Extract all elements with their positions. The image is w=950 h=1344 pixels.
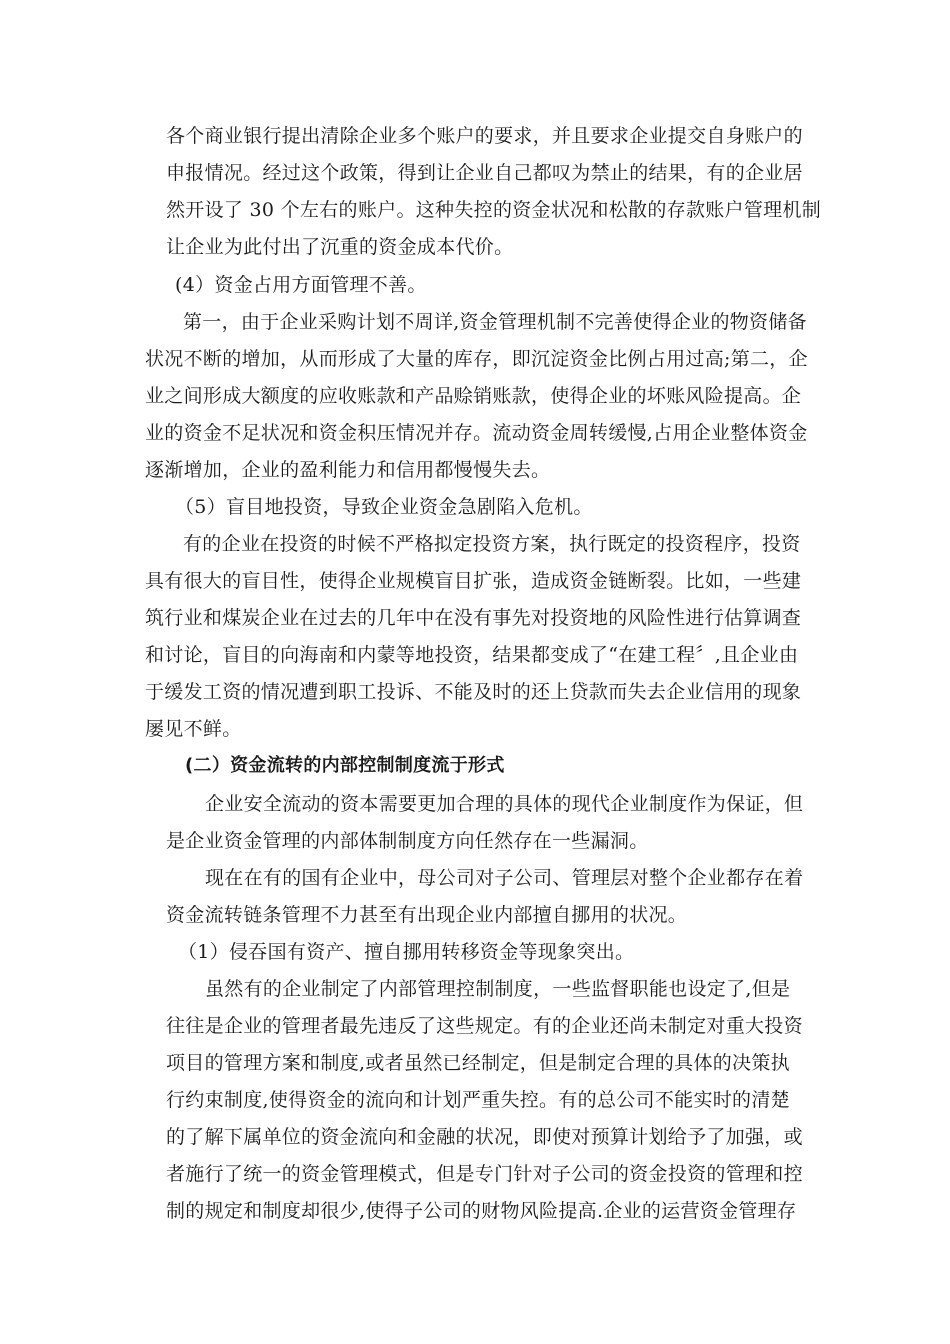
text-line: 行约束制度,使得资金的流向和计划严重失控。有的总公司不能实时的清楚 xyxy=(166,1089,790,1111)
text-line: 各个商业银行提出清除企业多个账户的要求，并且要求企业提交自身账户的 xyxy=(166,125,803,147)
text-line: 申报情况。经过这个政策，得到让企业自己都叹为禁止的结果，有的企业居 xyxy=(166,162,803,184)
item-5-title: （5）盲目地投资，导致企业资金急剧陷入危机。 xyxy=(175,496,593,518)
text-line: 者施行了统一的资金管理模式，但是专门针对子公司的资金投资的管理和控 xyxy=(166,1163,803,1185)
text-line: 是企业资金管理的内部体制制度方向任然存在一些漏洞。 xyxy=(166,830,649,852)
text-line: 制的规定和制度却很少,使得子公司的财物风险提高.企业的运营资金管理存 xyxy=(166,1200,797,1222)
text-line: 的了解下属单位的资金流向和金融的状况，即使对预算计划给予了加强，或 xyxy=(166,1126,803,1148)
text-line: 具有很大的盲目性，使得企业规模盲目扩张，造成资金链断裂。比如，一些建 xyxy=(145,570,802,592)
text-line: 和讨论，盲目的向海南和内蒙等地投资，结果都变成了“在建工程〞,且企业由 xyxy=(145,644,799,666)
text-line: 筑行业和煤炭企业在过去的几年中在没有事先对投资地的风险性进行估算调查 xyxy=(145,607,802,629)
text-line: 屡见不鲜。 xyxy=(145,718,242,740)
text-line: 资金流转链条管理不力甚至有出现企业内部擅自挪用的状况。 xyxy=(166,904,688,926)
text-line: 企业安全流动的资本需要更加合理的具体的现代企业制度作为保证，但 xyxy=(205,793,804,815)
text-line: 状况不断的增加，从而形成了大量的库存，即沉淀资金比例占用过高;第二，企 xyxy=(145,348,808,370)
text-line: 然开设了 30 个左右的账户。这种失控的资金状况和松散的存款账户管理机制 xyxy=(166,199,822,221)
text-line: 现在在有的国有企业中，母公司对子公司、管理层对整个企业都存在着 xyxy=(205,867,804,889)
item-4-title: (4）资金占用方面管理不善。 xyxy=(175,274,427,296)
text-line: 往往是企业的管理者最先违反了这些规定。有的企业还尚未制定对重大投资 xyxy=(166,1015,803,1037)
text-line: 于缓发工资的情况遭到职工投诉、不能及时的还上贷款而失去企业信用的现象 xyxy=(145,681,802,703)
text-line: 业之间形成大额度的应收账款和产品赊销账款，使得企业的坏账风险提高。企 xyxy=(145,385,802,407)
item-1-title: （1）侵吞国有资产、擅自挪用转移资金等现象突出。 xyxy=(178,941,635,963)
text-line: 有的企业在投资的时候不严格拟定投资方案，执行既定的投资程序，投资 xyxy=(183,533,801,555)
text-line: 虽然有的企业制定了内部管理控制制度，一些监督职能也设定了,但是 xyxy=(205,978,791,1000)
text-line: 逐渐增加，企业的盈利能力和信用都慢慢失去。 xyxy=(145,459,551,481)
text-line: 业的资金不足状况和资金积压情况并存。流动资金周转缓慢,占用企业整体资金 xyxy=(145,422,808,444)
text-line: 第一，由于企业采购计划不周详,资金管理机制不完善使得企业的物资储备 xyxy=(183,311,807,333)
text-line: 让企业为此付出了沉重的资金成本代价。 xyxy=(166,236,514,258)
text-line: 项目的管理方案和制度,或者虽然已经制定，但是制定合理的具体的决策执 xyxy=(166,1052,790,1074)
section-heading: (二）资金流转的内部控制制度流于形式 xyxy=(185,755,505,776)
